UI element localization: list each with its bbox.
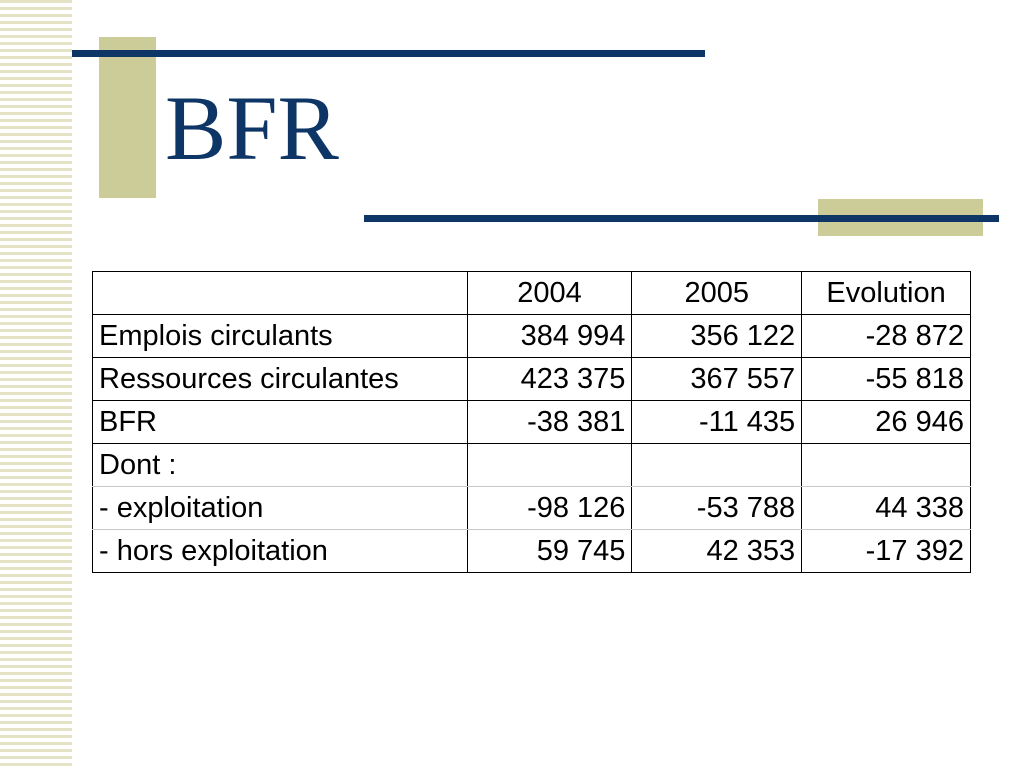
row-label: - exploitation [93,487,468,530]
cell-2005: 42 353 [632,530,802,573]
cell-2004: -38 381 [467,401,632,444]
row-label: Ressources circulantes [93,358,468,401]
cell-2005 [632,444,802,487]
cell-evolution [802,444,971,487]
table-row [93,487,971,530]
table-row [93,315,971,358]
cell-evolution: 26 946 [802,401,971,444]
row-label: BFR [93,401,468,444]
title-rule-bottom [364,215,999,222]
cell-evolution: -55 818 [802,358,971,401]
row-label: Dont : [93,444,468,487]
cell-2004: 384 994 [467,315,632,358]
row-label: Emplois circulants [93,315,468,358]
table-row [93,444,971,487]
cell-evolution: -17 392 [802,530,971,573]
cell-2004: -98 126 [467,487,632,530]
cell-2005: 367 557 [632,358,802,401]
header-cell-empty [93,272,468,315]
header-cell-2005: 2005 [632,272,802,315]
accent-block-top [99,37,156,198]
table-row [93,530,971,573]
cell-2005: -11 435 [632,401,802,444]
cell-2004 [467,444,632,487]
title-rule-top [72,50,705,57]
bfr-table [92,271,971,573]
slide-title: BFR [165,77,339,179]
cell-2005: -53 788 [632,487,802,530]
header-cell-evolution: Evolution [802,272,971,315]
cell-evolution: -28 872 [802,315,971,358]
decorative-stripes [0,0,72,768]
cell-2005: 356 122 [632,315,802,358]
header-cell-2004: 2004 [467,272,632,315]
table-header-row [93,272,971,315]
cell-2004: 59 745 [467,530,632,573]
table-row [93,401,971,444]
row-label: - hors exploitation [93,530,468,573]
cell-evolution: 44 338 [802,487,971,530]
table-row [93,358,971,401]
cell-2004: 423 375 [467,358,632,401]
